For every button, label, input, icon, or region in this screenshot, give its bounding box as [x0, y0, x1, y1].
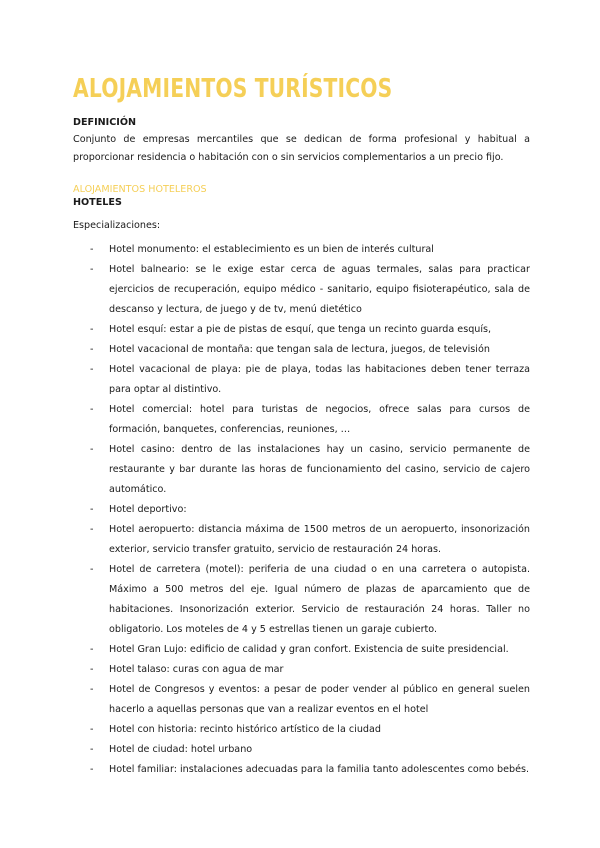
- bullet-dash: -: [90, 264, 94, 275]
- bullet-dash: -: [90, 644, 94, 655]
- list-item: [73, 520, 530, 560]
- list-item-text: Hotel de Congresos y eventos: a pesar de poder vender al público en general suelen hacerlo a aquellas personas que van a realizar eventos en el hotel: [109, 684, 530, 715]
- list-item-text: Hotel deportivo:: [109, 504, 187, 515]
- bullet-dash: -: [90, 664, 94, 675]
- list-item-text: Hotel de carretera (motel): periferia de una ciudad o en una carretera o autopista. Máximo a 500 metros del eje. Igual número de plazas de aparcamiento que de habitaciones. Insonorización exterior. Servicio de restauración 24 horas. Taller no obligatorio. Los moteles de 4 y 5 estrellas tienen un garaje cubierto.: [109, 564, 530, 635]
- bullet-dash: -: [90, 764, 94, 775]
- bullet-dash: -: [90, 504, 94, 515]
- list-item-text: Hotel balneario: se le exige estar cerca de aguas termales, salas para practicar ejercicios de recuperación, equipo médico - sanitario, equipo fisioterapéutico, sala de descanso y lectura, de juego y de tv, menú dietético: [109, 264, 530, 315]
- bullet-dash: -: [90, 724, 94, 735]
- list-item: [73, 560, 530, 640]
- section-heading: ALOJAMIENTOS HOTELEROS: [73, 184, 207, 195]
- definicion-heading: DEFINICIÓN: [73, 117, 137, 128]
- list-item: [73, 260, 530, 320]
- bullet-dash: -: [90, 744, 94, 755]
- hotel-types-list: [73, 240, 530, 780]
- document-page: [73, 72, 530, 780]
- bullet-dash: -: [90, 684, 94, 695]
- bullet-dash: -: [90, 524, 94, 535]
- document-title: ALOJAMIENTOS TURÍSTICOS: [73, 74, 393, 104]
- list-item: [73, 360, 530, 400]
- list-item-text: Hotel monumento: el establecimiento es un bien de interés cultural: [109, 244, 434, 255]
- bullet-dash: -: [90, 444, 94, 455]
- bullet-dash: -: [90, 364, 94, 375]
- list-item: [73, 740, 530, 760]
- list-item-text: Hotel de ciudad: hotel urbano: [109, 744, 253, 755]
- list-item: [73, 720, 530, 740]
- list-item-text: Hotel Gran Lujo: edificio de calidad y gran confort. Existencia de suite presidencial.: [109, 644, 509, 655]
- list-item: [73, 660, 530, 680]
- list-item: [73, 760, 530, 780]
- list-item-text: Hotel esquí: estar a pie de pistas de esquí, que tenga un recinto guarda esquís,: [109, 324, 492, 335]
- list-item: [73, 320, 530, 340]
- bullet-dash: -: [90, 344, 94, 355]
- list-item: [73, 680, 530, 720]
- list-item-text: Hotel vacacional de montaña: que tengan sala de lectura, juegos, de televisión: [109, 344, 490, 355]
- list-item: [73, 340, 530, 360]
- list-item-text: Hotel aeropuerto: distancia máxima de 1500 metros de un aeropuerto, insonorización exterior, servicio transfer gratuito, servicio de restauración 24 horas.: [109, 524, 530, 555]
- list-item-text: Hotel casino: dentro de las instalaciones hay un casino, servicio permanente de restaurante y bar durante las horas de funcionamiento del casino, servicio de cajero automático.: [109, 444, 530, 495]
- subsection-heading: HOTELES: [73, 197, 122, 208]
- list-item-text: Hotel talaso: curas con agua de mar: [109, 664, 284, 675]
- bullet-dash: -: [90, 244, 94, 255]
- definicion-text: Conjunto de empresas mercantiles que se dedican de forma profesional y habitual a proporcionar residencia o habitación con o sin servicios complementarios a un precio fijo.: [73, 134, 530, 163]
- list-item-text: Hotel vacacional de playa: pie de playa, todas las habitaciones deben tener terraza para optar al distintivo.: [109, 364, 530, 395]
- list-item: [73, 400, 530, 440]
- list-item: [73, 500, 530, 520]
- bullet-dash: -: [90, 324, 94, 335]
- especializaciones-label: Especializaciones:: [73, 220, 161, 231]
- list-item-text: Hotel comercial: hotel para turistas de negocios, ofrece salas para cursos de formación, banquetes, conferencias, reuniones, …: [109, 404, 530, 435]
- list-item: [73, 440, 530, 500]
- bullet-dash: -: [90, 564, 94, 575]
- list-item: [73, 240, 530, 260]
- bullet-dash: -: [90, 404, 94, 415]
- list-item-text: Hotel con historia: recinto histórico artístico de la ciudad: [109, 724, 381, 735]
- list-item-text: Hotel familiar: instalaciones adecuadas para la familia tanto adolescentes como bebés.: [109, 764, 530, 775]
- list-item: [73, 640, 530, 660]
